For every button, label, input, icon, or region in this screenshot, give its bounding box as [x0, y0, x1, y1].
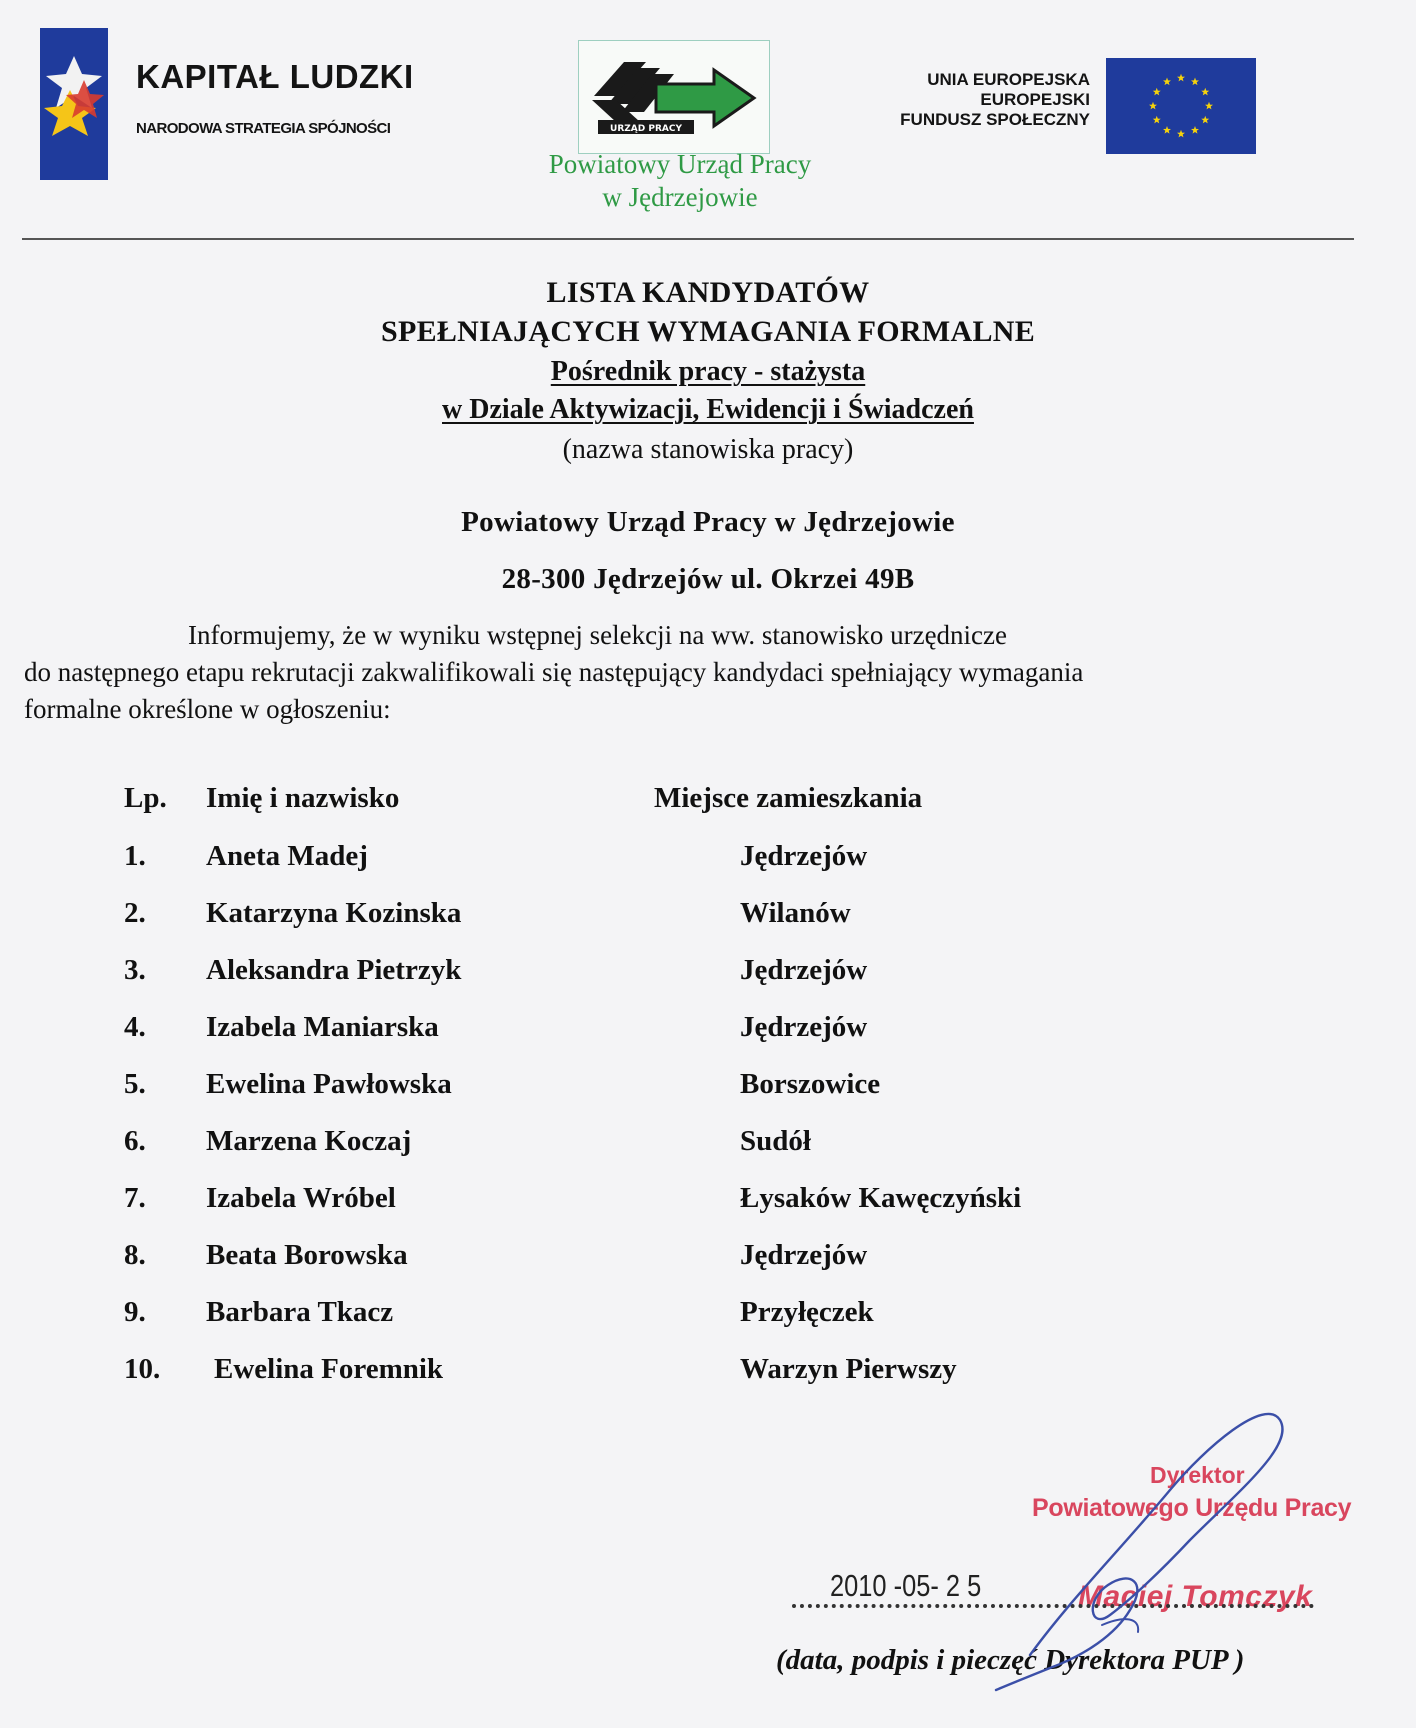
stamp-name: Maciej Tomczyk [1078, 1580, 1313, 1613]
kapital-ludzki-title: KAPITAŁ LUDZKI [136, 58, 414, 95]
eu-text-line: FUNDUSZ SPOŁECZNY [900, 110, 1090, 129]
row-name: Beata Borowska [206, 1239, 408, 1271]
row-place: Warzyn Pierwszy [740, 1353, 957, 1385]
pup-badge-text: URZĄD PRACY [610, 124, 682, 134]
row-lp: 2. [124, 897, 146, 929]
row-name: Aleksandra Pietrzyk [206, 954, 462, 986]
row-lp: 10. [124, 1353, 161, 1385]
position-note: (nazwa stanowiska pracy) [562, 434, 854, 465]
row-lp: 6. [124, 1125, 146, 1157]
row-lp: 8. [124, 1239, 146, 1271]
header-place: Miejsce zamieszkania [654, 782, 923, 814]
stamp-office: Powiatowego Urzędu Pracy [1032, 1494, 1352, 1522]
row-place: Jędrzejów [740, 1011, 868, 1043]
row-name: Ewelina Pawłowska [206, 1068, 452, 1100]
header-divider [22, 238, 1354, 240]
eu-text-block [860, 70, 1090, 130]
eu-text-line: EUROPEJSKI [980, 90, 1090, 109]
intro-line: do następnego etapu rekrutacji zakwalifikowali się następujący kandydaci spełniający wymagania [24, 657, 1084, 687]
pup-logo-name: Powiatowy Urząd Pracy [548, 149, 812, 179]
row-place: Borszowice [740, 1068, 881, 1100]
eu-flag-icon [1106, 58, 1256, 154]
position-title [0, 356, 1416, 388]
row-name: Marzena Koczaj [206, 1125, 412, 1157]
intro-line: Informujemy, że w wyniku wstępnej selekcji na ww. stanowisko urzędnicze [188, 620, 1008, 650]
pup-arrow-logo-icon [586, 48, 762, 144]
office-address: 28-300 Jędrzejów ul. Okrzei 49B [501, 563, 915, 595]
eu-text-line: UNIA EUROPEJSKA [927, 70, 1090, 89]
row-name: Aneta Madej [206, 840, 368, 872]
department-title-text: w Dziale Aktywizacji, Ewidencji i Świadczeń [442, 394, 974, 425]
position-title-text: Pośrednik pracy - stażysta [550, 356, 866, 387]
row-place: Przyłęczek [740, 1296, 874, 1328]
row-place: Wilanów [740, 897, 851, 929]
office-name: Powiatowy Urząd Pracy w Jędrzejowie [461, 506, 955, 538]
kapital-ludzki-emblem-icon [40, 28, 108, 180]
row-place: Jędrzejów [740, 1239, 868, 1271]
row-lp: 4. [124, 1011, 146, 1043]
row-lp: 7. [124, 1182, 146, 1214]
row-place: Łysaków Kawęczyński [740, 1182, 1022, 1214]
row-lp: 9. [124, 1296, 146, 1328]
row-lp: 5. [124, 1068, 146, 1100]
document-title-line1: LISTA KANDYDATÓW [546, 276, 870, 309]
department-title [0, 394, 1416, 426]
row-name: Ewelina Foremnik [214, 1353, 444, 1385]
handwritten-signature-icon [990, 1400, 1300, 1700]
row-lp: 1. [124, 840, 146, 872]
kapital-ludzki-subtitle: NARODOWA STRATEGIA SPÓJNOŚCI [136, 120, 391, 137]
header-lp: Lp. [124, 782, 167, 814]
row-lp: 3. [124, 954, 146, 986]
intro-line: formalne określone w ogłoszeniu: [24, 694, 391, 724]
row-place: Jędrzejów [740, 840, 868, 872]
stamp-title: Dyrektor [1150, 1462, 1245, 1488]
header-name: Imię i nazwisko [206, 782, 400, 814]
intro-paragraph [24, 617, 1404, 728]
row-name: Izabela Maniarska [206, 1011, 439, 1043]
signature-caption: (data, podpis i pieczęć Dyrektora PUP ) [776, 1644, 1245, 1676]
signature-date: 2010 -05- 2 5 [830, 1568, 982, 1603]
row-place: Jędrzejów [740, 954, 868, 986]
row-name: Barbara Tkacz [206, 1296, 394, 1328]
row-place: Sudół [740, 1125, 811, 1157]
row-name: Izabela Wróbel [206, 1182, 396, 1214]
row-name: Katarzyna Kozinska [206, 897, 462, 929]
pup-logo-city: w Jędrzejowie [602, 182, 758, 212]
document-title-line2: SPEŁNIAJĄCYCH WYMAGANIA FORMALNE [380, 315, 1036, 348]
